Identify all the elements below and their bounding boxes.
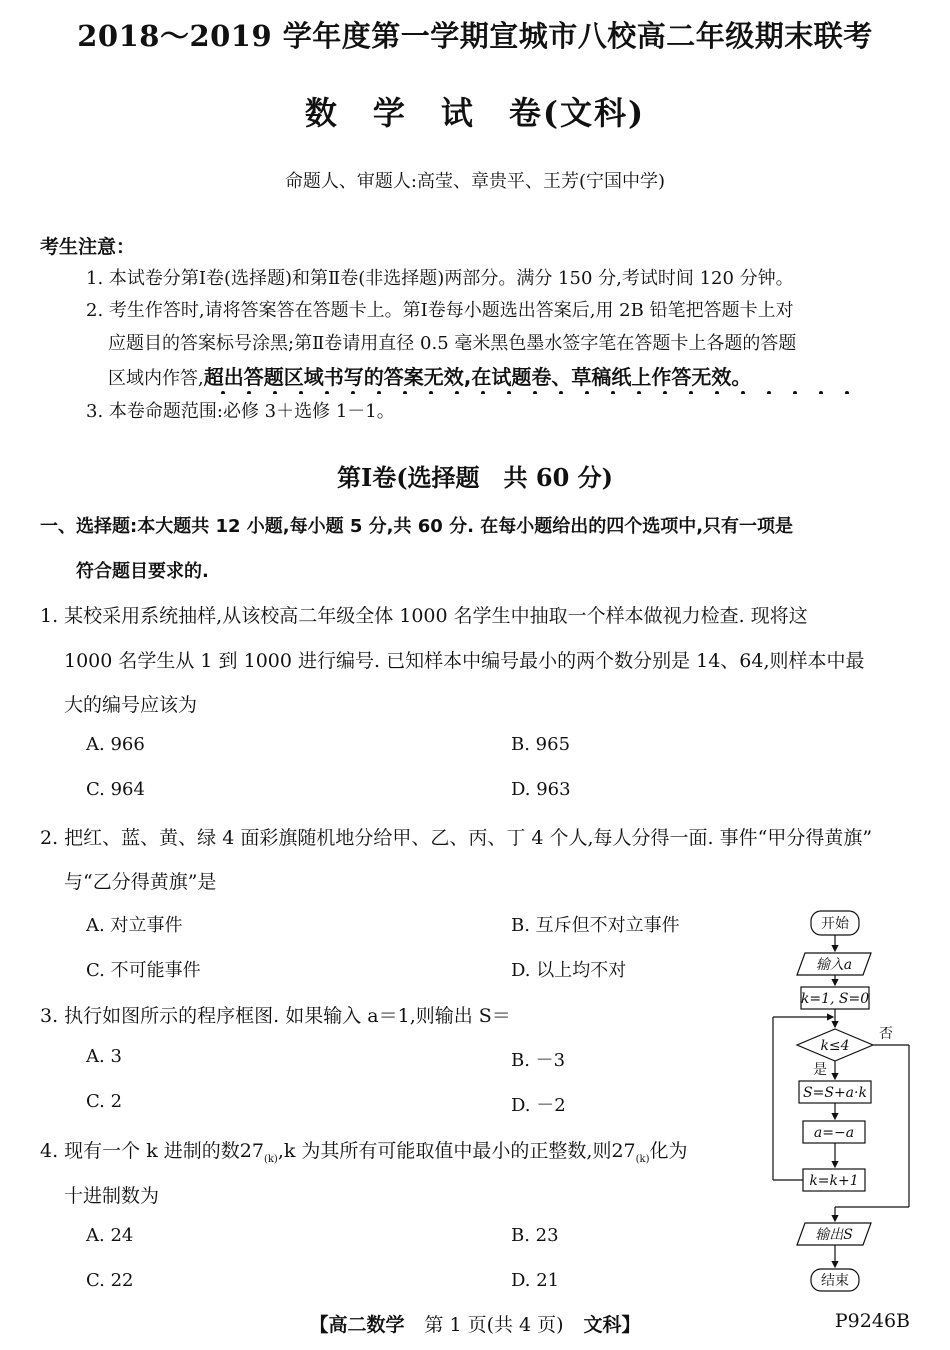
q3-option-b: B. －3 [511, 1050, 566, 1071]
q4-text-c: 化为 [649, 1140, 688, 1162]
flow-init-label: k=1, S=0 [800, 991, 870, 1007]
exam-title: 2018～2019 学年度第一学期宣城市八校高二年级期末联考 [77, 19, 873, 53]
flow-sum-label: S=S+a·k [803, 1085, 867, 1101]
notice-heading: 考生注意： [40, 236, 136, 258]
q4-line-1 [40, 1136, 688, 1165]
notice-item-2-line-3-prefix: 区域内作答, [108, 368, 204, 389]
q1-line-2: 1000 名学生从 1 到 1000 进行编号. 已知样本中编号最小的两个数分别是 14、64,则样本中最 [64, 650, 865, 672]
flow-negate-label: a=−a [813, 1125, 855, 1141]
flow-input-label: 输入a [815, 957, 853, 973]
section-title: 第Ⅰ卷(选择题 共 60 分) [336, 463, 614, 492]
flow-increment-label: k=k+1 [809, 1173, 859, 1189]
q3-option-d: D. －2 [511, 1095, 566, 1116]
q1-option-a: A. 966 [86, 734, 145, 755]
notice-item-3: 3. 本卷命题范围:必修 3＋选修 1－1。 [86, 401, 395, 422]
notice-item-1: 1. 本试卷分第Ⅰ卷(选择题)和第Ⅱ卷(非选择题)两部分。满分 150 分,考试时间 120 分钟。 [86, 268, 794, 289]
q1-option-d: D. 963 [511, 779, 571, 800]
q2-option-a: A. 对立事件 [86, 915, 183, 936]
footer-left: 【高二数学 [309, 1314, 405, 1336]
q4-option-b: B. 23 [511, 1225, 559, 1246]
section-instruction-line-1: 一、选择题:本大题共 12 小题,每小题 5 分,共 60 分. 在每小题给出的四个选项中,只有一项是 [40, 516, 794, 537]
page-footer [0, 1310, 950, 1337]
q2-line-2: 与“乙分得黄旗”是 [64, 871, 217, 893]
flow-start-label: 开始 [821, 916, 849, 932]
q2-option-b: B. 互斥但不对立事件 [511, 915, 680, 936]
authors-line: 命题人、审题人:高莹、章贵平、王芳(宁国中学) [284, 171, 666, 192]
paper-code: P9246B [834, 1310, 910, 1332]
q3-line-1: 3. 执行如图所示的程序框图. 如果输入 a＝1,则输出 S＝ [40, 1005, 511, 1027]
q3-option-a: A. 3 [86, 1046, 122, 1067]
notice-emphasis: 超出答题区域书写的答案无效,在试题卷、草稿纸上作答无效。 [203, 365, 752, 389]
flow-yes-label: 是 [813, 1062, 827, 1078]
q2-option-d: D. 以上均不对 [511, 960, 627, 981]
q4-option-c: C. 22 [86, 1270, 134, 1291]
q4-option-a: A. 24 [86, 1225, 134, 1246]
q1-option-c: C. 964 [86, 779, 145, 800]
notice-item-2-line-2: 应题目的答案标号涂黑;第Ⅱ卷请用直径 0.5 毫米黑色墨水签字笔在答题卡上各题的答题 [108, 333, 797, 354]
notice-item-2-line-1: 2. 考生作答时,请将答案答在答题卡上。第Ⅰ卷每小题选出答案后,用 2B 铅笔把答题卡上对 [86, 300, 794, 321]
q4-option-d: D. 21 [511, 1270, 560, 1291]
q1-line-3: 大的编号应该为 [64, 694, 198, 716]
q2-option-c: C. 不可能事件 [86, 960, 201, 981]
footer-right: 文科】 [583, 1314, 641, 1336]
program-flowchart [765, 905, 920, 1295]
q4-text-b: ,k 为其所有可能取值中最小的正整数,则27 [277, 1140, 636, 1162]
q4-subscript-2: (k) [635, 1153, 650, 1165]
emphasis-dots [221, 380, 851, 394]
q3-option-c: C. 2 [86, 1091, 123, 1112]
q4-text-a: 4. 现有一个 k 进制的数27 [40, 1140, 264, 1162]
q1-option-b: B. 965 [511, 734, 571, 755]
flow-condition-label: k≤4 [820, 1038, 850, 1054]
q1-line-1: 1. 某校采用系统抽样,从该校高二年级全体 1000 名学生中抽取一个样本做视力检查. 现将这 [40, 605, 808, 627]
section-instruction-line-2: 符合题目要求的. [76, 561, 209, 582]
subject-title: 数 学 试 卷(文科) [304, 94, 646, 132]
q2-line-1: 2. 把红、蓝、黄、绿 4 面彩旗随机地分给甲、乙、丙、丁 4 个人,每人分得一面. 事件“甲分得黄旗” [40, 827, 873, 849]
q4-subscript-1: (k) [263, 1153, 278, 1165]
footer-page-info: 第 1 页(共 4 页) [424, 1314, 564, 1336]
flow-no-label: 否 [879, 1026, 893, 1042]
q4-line-2: 十进制数为 [64, 1185, 160, 1207]
flow-end-label: 结束 [821, 1273, 849, 1289]
flow-output-label: 输出S [815, 1227, 853, 1243]
